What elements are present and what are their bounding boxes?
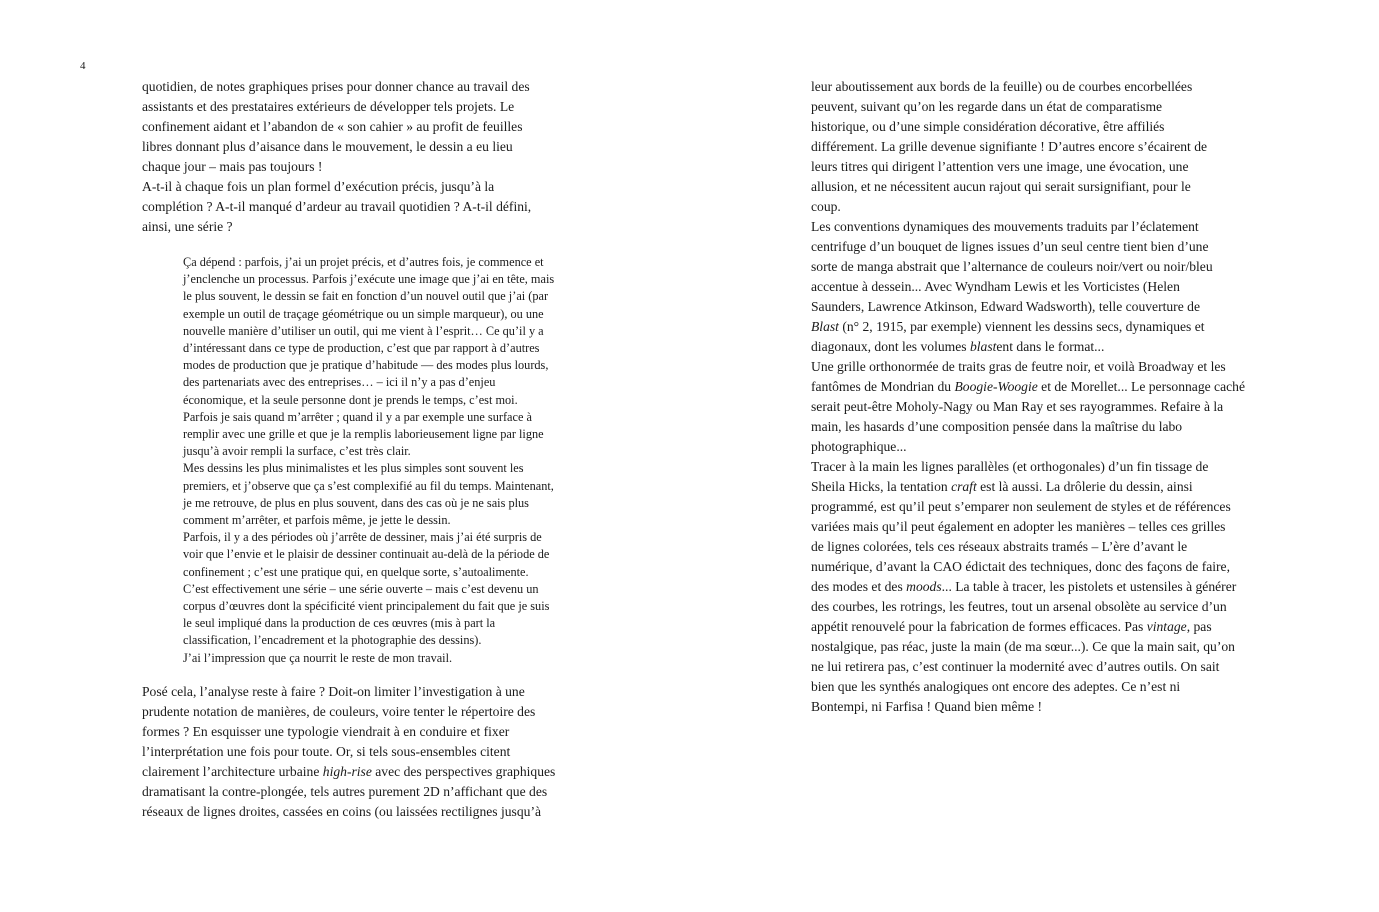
text-line: chaque jour – mais pas toujours ! bbox=[142, 159, 323, 174]
italic-term: vintage bbox=[1146, 619, 1187, 634]
italic-term: blast bbox=[969, 339, 997, 354]
text-run: diagonaux, dont les volumes bbox=[811, 339, 970, 354]
text-line: de lignes colorées, tels ces réseaux abstraits tramés – L’ère d’avant le bbox=[811, 539, 1188, 554]
text-line: prudente notation de manières, de couleurs, voire tenter le répertoire des bbox=[142, 703, 536, 719]
text-line: ainsi, une série ? bbox=[142, 219, 233, 234]
text-line: historique, ou d’une simple considération décorative, être affiliés bbox=[811, 119, 1165, 134]
quote-line: confinement ; c’est une pratique qui, en quelque sorte, s’autoalimente. bbox=[183, 564, 529, 579]
text-line bbox=[811, 577, 1251, 597]
italic-term: moods bbox=[906, 579, 942, 594]
text-line: A-t-il à chaque fois un plan formel d’exécution précis, jusqu’à la bbox=[142, 179, 495, 194]
quote-line: Mes dessins les plus minimalistes et les plus simples sont souvent les bbox=[183, 461, 524, 476]
quote-line: C’est effectivement une série – une série ouverte – mais c’est devenu un bbox=[183, 581, 539, 596]
italic-term: craft bbox=[951, 479, 977, 494]
text-line: serait peut-être Moholy-Nagy ou Man Ray et ses rayogrammes. Refaire à la bbox=[811, 399, 1224, 414]
text-line: accentue à dessein... Avec Wyndham Lewis et les Vorticistes (Helen bbox=[811, 279, 1180, 294]
text-line: Bontempi, ni Farfisa ! Quand bien même ! bbox=[811, 699, 1043, 714]
italic-term: Blast bbox=[811, 319, 839, 334]
text-line: confinement aidant et l’abandon de « son cahier » au profit de feuilles bbox=[142, 119, 523, 134]
quote-line: jusqu’à avoir rempli la surface, c’est très clair. bbox=[183, 444, 411, 459]
quote-line: corpus d’œuvres dont la spécificité vient principalement du fait que je suis bbox=[183, 599, 550, 614]
text-run: ... La table à tracer, les pistolets et ustensiles à générer bbox=[941, 579, 1237, 594]
text-line: bien que les synthés analogiques ont encore des adeptes. Ce n’est ni bbox=[811, 679, 1181, 694]
text-line bbox=[811, 617, 1251, 637]
text-line: assistants et des prestataires extérieurs de développer tels projets. Le bbox=[142, 99, 515, 114]
text-line: leurs titres qui dirigent l’attention vers une image, une évocation, une bbox=[811, 159, 1189, 174]
text-run: fantômes de Mondrian du bbox=[811, 379, 955, 394]
quote-line: le seul impliqué dans la production de ces œuvres (mis à part la bbox=[183, 616, 496, 631]
text-run: et de Morellet... Le personnage caché bbox=[1037, 379, 1245, 394]
right-column bbox=[811, 77, 1251, 717]
paragraph-grid bbox=[811, 77, 1251, 217]
text-run: est là aussi. La drôlerie du dessin, ainsi bbox=[976, 479, 1193, 494]
quote-line: j’enclenche un processus. Parfois j’exécute une image que j’ai en tête, mais bbox=[183, 272, 555, 287]
quote-line: nouvelle manière d’utiliser un outil, qui me vient à l’esprit… Ce qu’il y a bbox=[183, 323, 544, 338]
quote-line: voir que l’envie et le plaisir de dessiner continuait au-delà de la période de bbox=[183, 547, 550, 562]
text-line: formes ? En esquisser une typologie viendrait à en conduire et fixer bbox=[142, 723, 510, 739]
text-run: clairement l’architecture urbaine bbox=[142, 763, 323, 779]
text-run: appétit renouvelé pour la fabrication de formes efficaces. Pas bbox=[811, 619, 1147, 634]
text-line bbox=[811, 377, 1251, 397]
text-line: Posé cela, l’analyse reste à faire ? Doit-on limiter l’investigation à une bbox=[142, 683, 525, 699]
quote-line: Parfois, il y a des périodes où j’arrête de dessiner, mais j’ai été surpris de bbox=[183, 530, 542, 545]
text-line: libres donnant plus d’aisance dans le mouvement, le dessin a eu lieu bbox=[142, 139, 513, 154]
text-line: dramatisant la contre-plongée, tels autres purement 2D n’affichant que des bbox=[142, 783, 548, 799]
quote-line: classification, l’encadrement et la photographie des dessins). bbox=[183, 633, 482, 648]
text-line: l’interprétation une fois pour toute. Or, si tels sous-ensembles citent bbox=[142, 743, 511, 759]
quote-line: remplir avec une grille et que je la remplis laborieusement ligne par ligne bbox=[183, 427, 544, 442]
interview-quote bbox=[183, 254, 582, 667]
text-line: sorte de manga abstrait que l’alternance de couleurs noir/vert ou noir/bleu bbox=[811, 259, 1213, 274]
quote-line: d’intéressant dans ce type de production, c’est que par rapport à d’autres bbox=[183, 341, 540, 356]
quote-line: je me retrouve, de plus en plus souvent, dans des cas où je ne sais plus bbox=[183, 495, 529, 510]
text-line: Une grille orthonormée de traits gras de feutre noir, et voilà Broadway et les bbox=[811, 359, 1226, 374]
paragraph-vorticism bbox=[811, 217, 1251, 357]
page-number: 4 bbox=[80, 60, 86, 72]
paragraph-hicks bbox=[811, 457, 1251, 717]
paragraph-mondrian bbox=[811, 357, 1251, 457]
text-run: (n° 2, 1915, par exemple) viennent les dessins secs, dynamiques et bbox=[838, 319, 1205, 334]
italic-term: high-rise bbox=[322, 763, 372, 779]
text-run: des modes et des bbox=[811, 579, 907, 594]
quote-line: comment m’arrêter, et parfois même, je jette le dessin. bbox=[183, 513, 451, 528]
italic-term: Boogie-Woogie bbox=[954, 379, 1038, 394]
text-run: Sheila Hicks, la tentation bbox=[811, 479, 952, 494]
text-line bbox=[811, 337, 1251, 357]
text-line: variées mais qu’il peut également en adopter les manières – telles ces grilles bbox=[811, 519, 1226, 534]
text-line: des courbes, les rotrings, les feutres, tout un arsenal obsolète au service d’un bbox=[811, 599, 1227, 614]
quote-line: premiers, et j’observe que ça s’est complexifié au fil du temps. Maintenant, bbox=[183, 478, 554, 493]
text-line: allusion, et ne nécessitent aucun rajout qui serait sursignifiant, pour le bbox=[811, 179, 1191, 194]
text-line bbox=[142, 762, 582, 782]
text-line: peuvent, suivant qu’on les regarde dans un état de comparatisme bbox=[811, 99, 1163, 114]
text-line: Tracer à la main les lignes parallèles (et orthogonales) d’un fin tissage de bbox=[811, 459, 1209, 474]
text-line: photographique... bbox=[811, 439, 907, 454]
quote-line: J’ai l’impression que ça nourrit le reste de mon travail. bbox=[183, 650, 453, 665]
text-line: leur aboutissement aux bords de la feuille) ou de courbes encorbellées bbox=[811, 79, 1193, 94]
quote-line: Parfois je sais quand m’arrêter ; quand il y a par exemple une surface à bbox=[183, 409, 532, 424]
quote-line: économique, et la seule personne dont je prends le temps, c’est moi. bbox=[183, 392, 518, 407]
text-line: réseaux de lignes droites, cassées en coins (ou laissées rectilignes jusqu’à bbox=[142, 803, 542, 819]
text-line: programmé, est qu’il peut s’emparer non seulement de styles et de références bbox=[811, 499, 1231, 514]
text-line: Saunders, Lawrence Atkinson, Edward Wadsworth), telle couverture de bbox=[811, 299, 1200, 314]
text-run: ent dans le format... bbox=[996, 339, 1105, 354]
text-line: main, les hasards d’une composition pensée dans la maîtrise du labo bbox=[811, 419, 1183, 434]
quote-line: des partenariats avec des entreprises… – ici il n’y a pas d’enjeu bbox=[183, 375, 496, 390]
left-column bbox=[142, 77, 582, 822]
text-line: numérique, d’avant la CAO édictait des techniques, donc des façons de faire, bbox=[811, 559, 1230, 574]
text-run: , pas bbox=[1186, 619, 1212, 634]
quote-line: Ça dépend : parfois, j’ai un projet précis, et d’autres fois, je commence et bbox=[183, 255, 544, 269]
outro-paragraph bbox=[142, 682, 582, 822]
text-line: coup. bbox=[811, 199, 841, 214]
text-line: nostalgique, pas réac, juste la main (de ma sœur...). Ce que la main sait, qu’on bbox=[811, 639, 1235, 654]
text-line: Les conventions dynamiques des mouvements traduits par l’éclatement bbox=[811, 219, 1199, 234]
text-line: ne lui retirera pas, c’est continuer la modernité avec d’autres outils. On sait bbox=[811, 659, 1220, 674]
intro-paragraph bbox=[142, 77, 582, 237]
text-line bbox=[811, 477, 1251, 497]
text-line: quotidien, de notes graphiques prises pour donner chance au travail des bbox=[142, 79, 530, 94]
text-line: différement. La grille devenue signifiante ! D’autres encore s’écairent de bbox=[811, 139, 1208, 154]
text-run: avec des perspectives graphiques bbox=[371, 763, 556, 779]
text-line: complétion ? A-t-il manqué d’ardeur au travail quotidien ? A-t-il défini, bbox=[142, 199, 532, 214]
quote-line: le plus souvent, le dessin se fait en fonction d’un nouvel outil que j’ai (par bbox=[183, 289, 549, 304]
text-line bbox=[811, 317, 1251, 337]
quote-line: exemple un outil de traçage géométrique ou un simple marqueur), ou une bbox=[183, 306, 544, 321]
quote-line: modes de production que je pratique d’habitude — des modes plus lourds, bbox=[183, 358, 549, 373]
text-line: centrifuge d’un bouquet de lignes issues d’un seul centre tient bien d’une bbox=[811, 239, 1209, 254]
